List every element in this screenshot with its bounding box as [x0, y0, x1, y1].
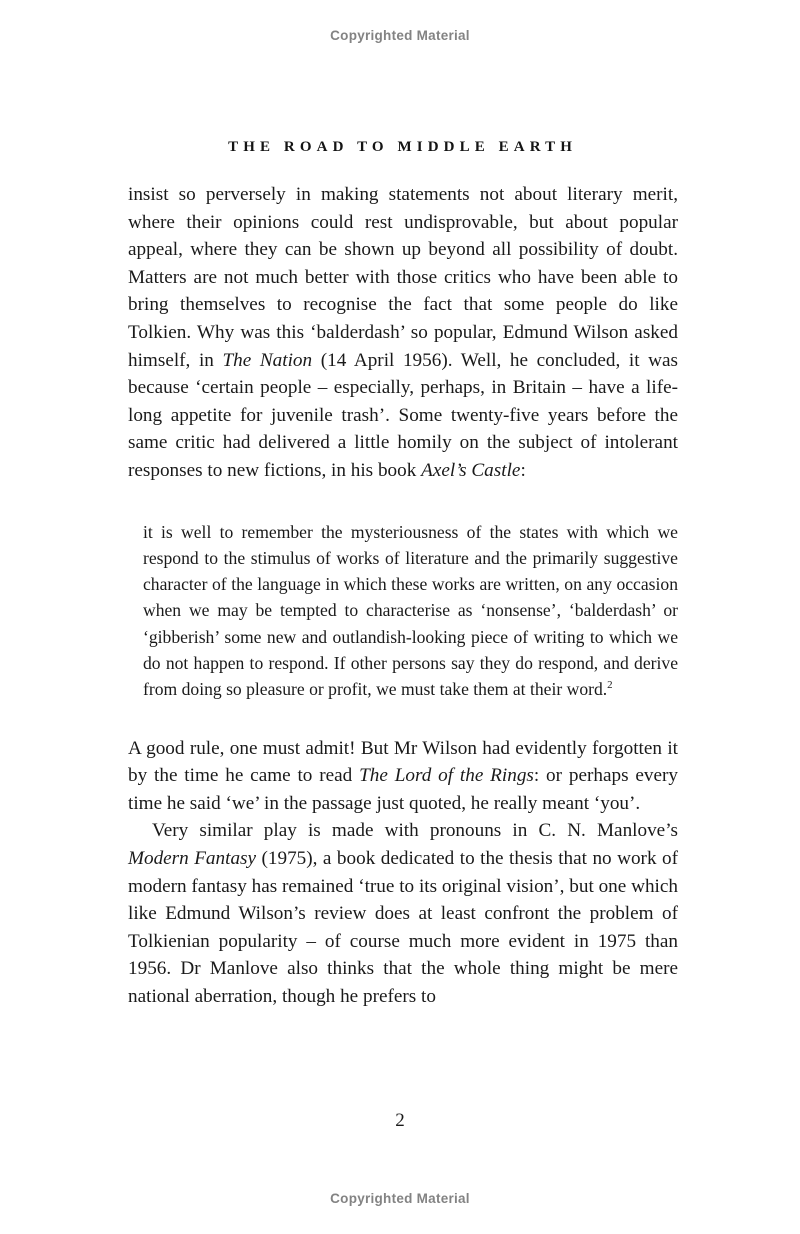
copyright-watermark-top: Copyrighted Material: [330, 28, 470, 43]
text-run: : or perhaps every time he said ‘we’ in the passage just quoted, he really meant ‘you’.: [128, 765, 678, 814]
page-number: 2: [395, 1110, 405, 1131]
footnote-reference: 2: [607, 679, 613, 692]
book-title-italic: Axel’s Castle: [421, 459, 521, 481]
text-run: (1975), a book dedicated to the thesis that no work of modern fantasy has remained ‘true to its original vision’, but one which like Edmund Wilson’s review does at least confront the problem of Tolkienian popularity – of course much more evident in 1975 than 1956. Dr Manlove also thinks that the whole thing might be mere national aberration, though he prefers to: [128, 847, 678, 1007]
text-run: insist so perversely in making statements not about literary merit, where their opinions could rest undisprovable, but about popular appeal, where they can be shown up beyond all possibility of doubt. Matters are not much better with those critics who have been able to bring themselves to recognise the fact that some people do like Tolkien. Why was this ‘balderdash’ so popular, Edmund Wilson asked himself, in: [128, 184, 678, 371]
page-body: [128, 181, 678, 1011]
paragraph: [128, 817, 678, 1010]
text-run: (14 April 1956). Well, he concluded, it was because ‘certain people – especially, perhaps, in Britain – have a life-long appetite for juvenile trash’. Some twenty-five years before the same critic had delivered a little homily on the subject of intolerant responses to new fictions, in his book: [128, 349, 678, 481]
book-title-italic: The Lord of the Rings: [359, 765, 534, 787]
copyright-watermark-bottom: Copyrighted Material: [330, 1191, 470, 1206]
text-run: A good rule, one must admit! But Mr Wilson had evidently forgotten it by the time he came to read: [128, 737, 678, 787]
paragraph: [128, 181, 678, 485]
text-run: Very similar play is made with pronouns in C. N. Manlove’s: [152, 820, 678, 842]
block-quote: [143, 519, 678, 703]
running-header: THE ROAD TO MIDDLE EARTH: [228, 139, 577, 155]
book-title-italic: Modern Fantasy: [128, 847, 257, 869]
text-run: it is well to remember the mysteriousness of the states with which we respond to the stimulus of works of literature and the primarily suggestive character of the language in which these works are written, on any occasion when we may be tempted to characterise as ‘nonsense’, ‘balderdash’ or ‘gibberish’ some new and outlandish-looking piece of writing to which we do not happen to respond. If other persons say they do respond, and derive from doing so pleasure or profit, we must take them at their word.: [143, 521, 678, 700]
text-run: :: [520, 459, 526, 481]
book-title-italic: The Nation: [222, 349, 313, 371]
paragraph: [128, 735, 678, 818]
